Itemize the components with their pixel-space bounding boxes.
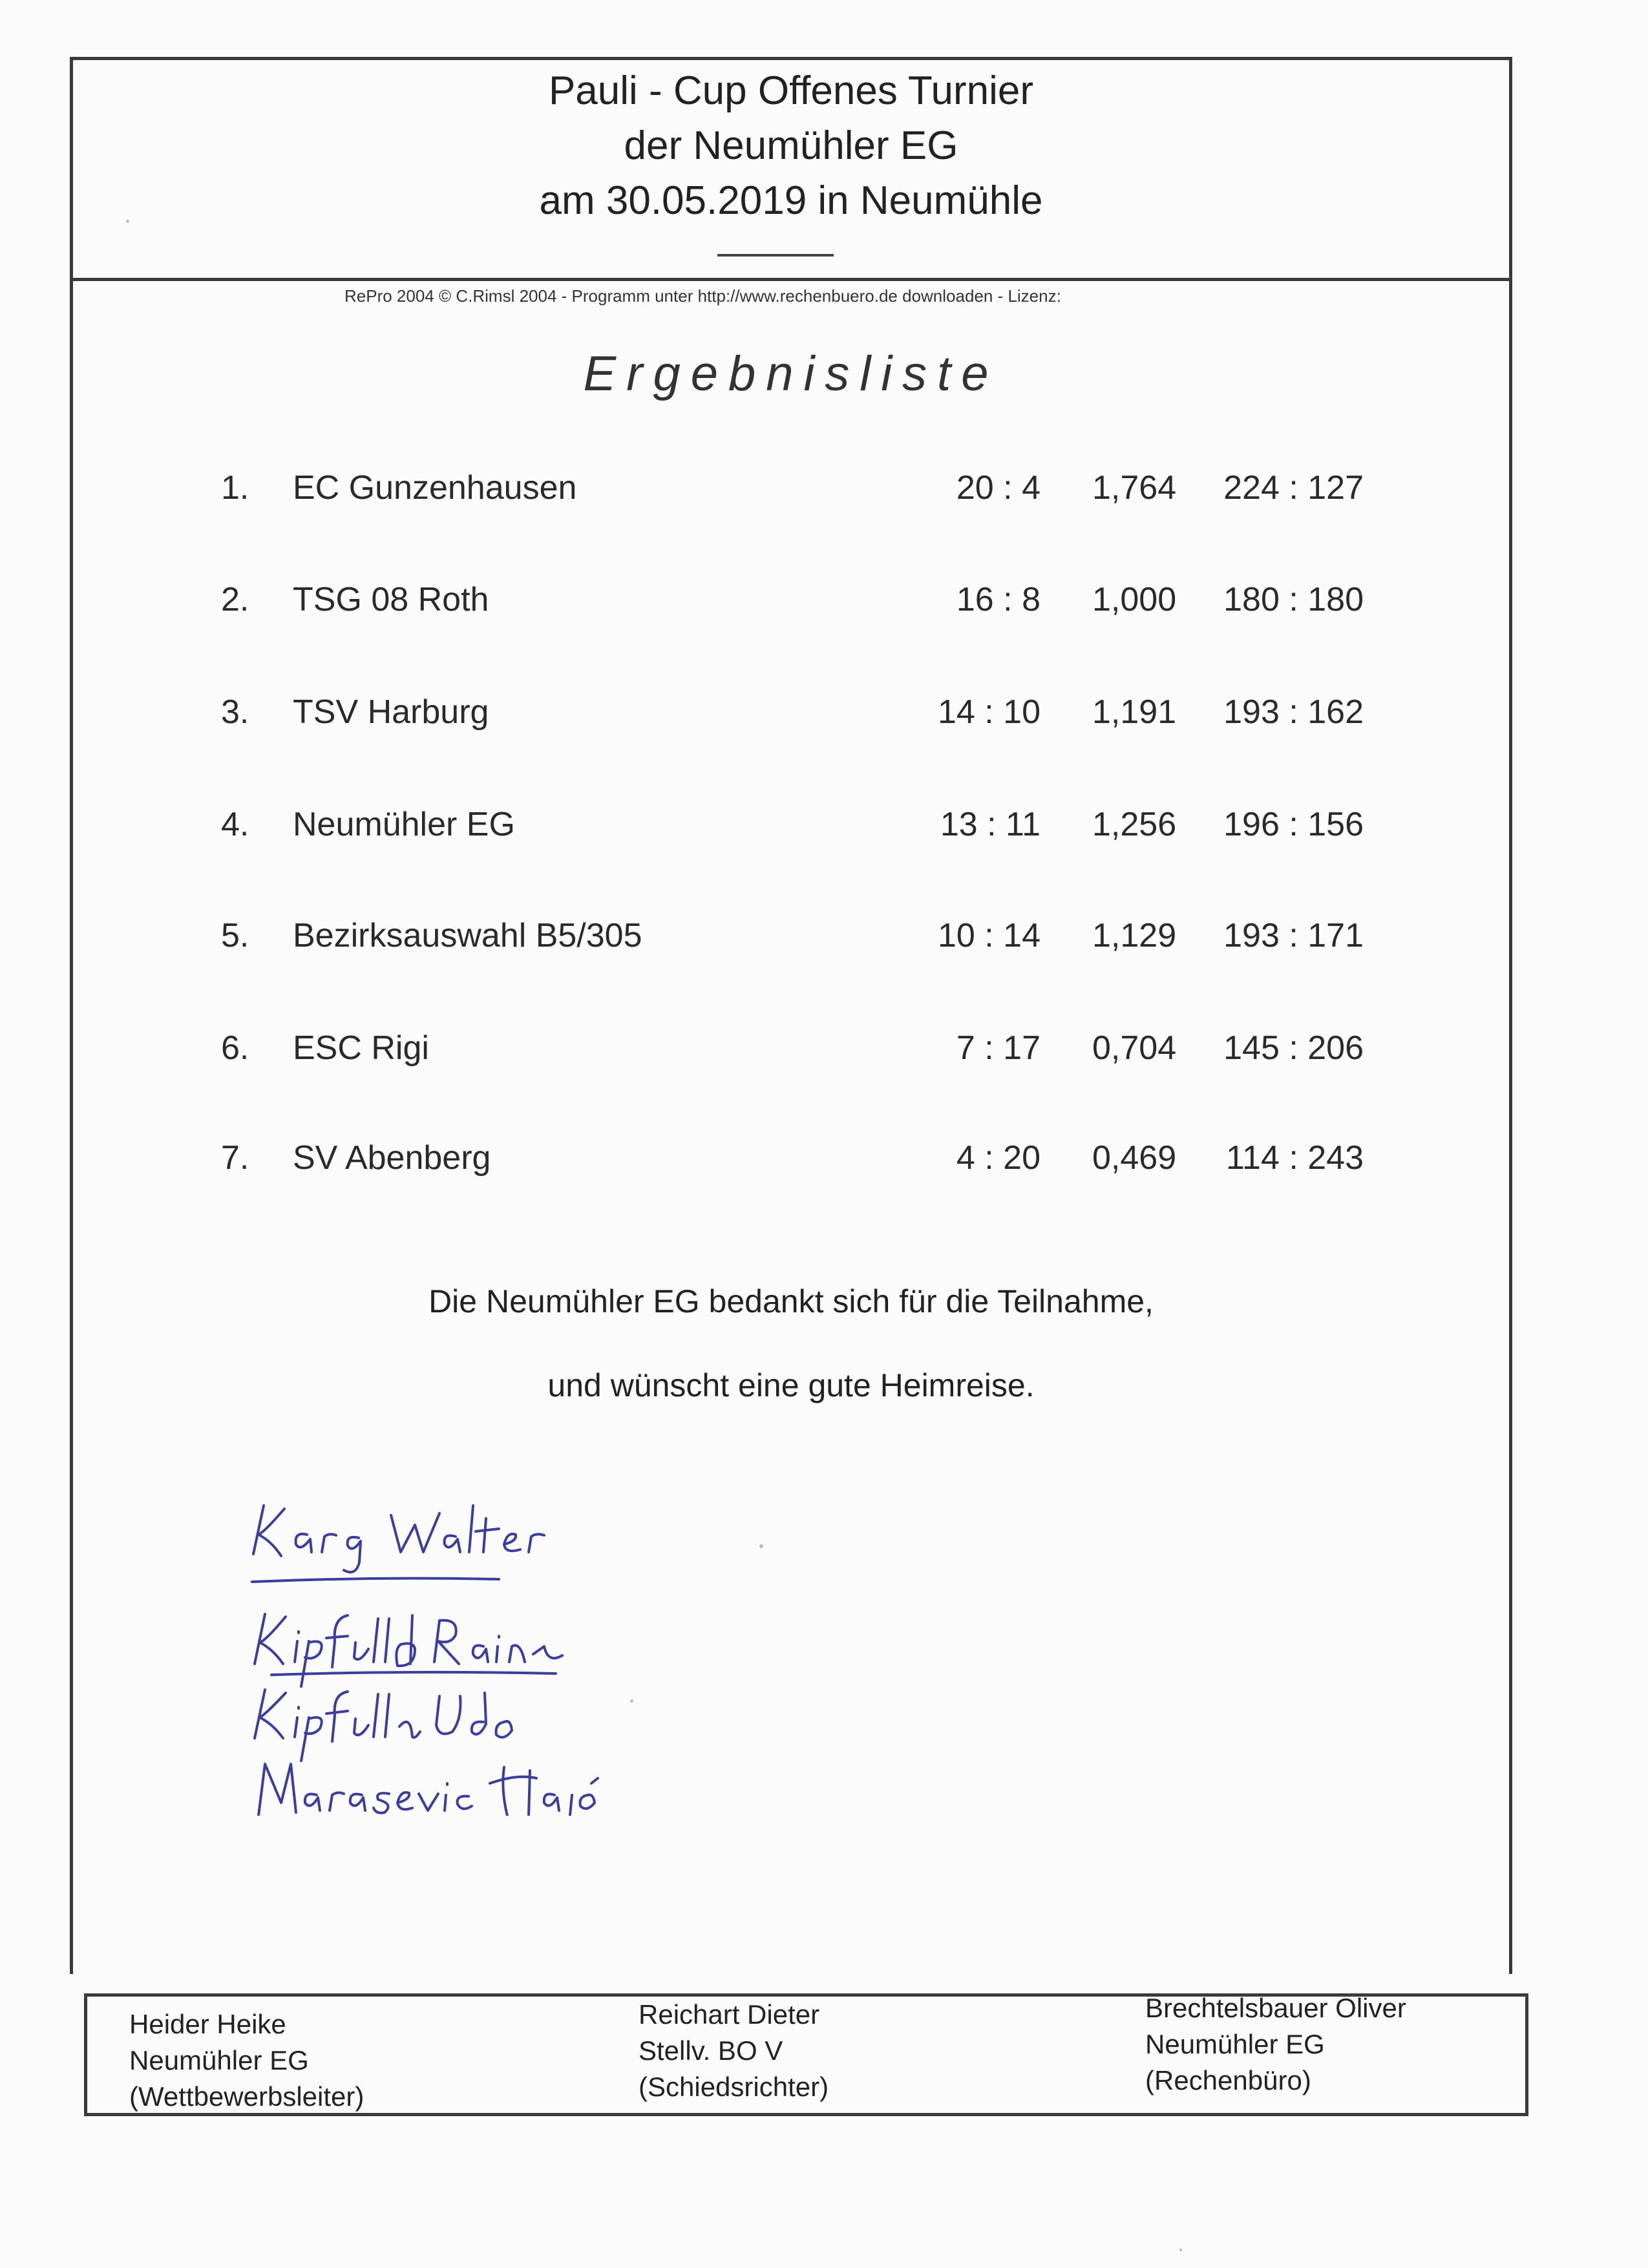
rank: 4. bbox=[221, 806, 249, 843]
paper-speck bbox=[126, 220, 129, 223]
rank: 1. bbox=[221, 469, 249, 507]
rank: 5. bbox=[221, 917, 249, 954]
quotient: 1,764 bbox=[1092, 469, 1177, 507]
score: 193 : 162 bbox=[1223, 693, 1364, 731]
quotient: 0,469 bbox=[1092, 1139, 1177, 1177]
frame-left-border bbox=[70, 278, 73, 1974]
result-row bbox=[0, 916, 1648, 961]
points: 10 : 14 bbox=[937, 917, 1041, 954]
team-name: EC Gunzenhausen bbox=[293, 469, 577, 507]
thanks-line-2: und wünscht eine gute Heimreise. bbox=[547, 1367, 1035, 1403]
score: 224 : 127 bbox=[1223, 469, 1364, 507]
points: 4 : 20 bbox=[956, 1139, 1041, 1177]
paper-speck bbox=[1179, 2249, 1182, 2251]
footer-contact-2 bbox=[639, 1997, 829, 2105]
quotient: 1,191 bbox=[1092, 693, 1177, 731]
quotient: 1,000 bbox=[1092, 581, 1177, 618]
result-row bbox=[0, 580, 1648, 625]
score: 193 : 171 bbox=[1223, 917, 1364, 954]
title-line-1: Pauli - Cup Offenes Turnier bbox=[548, 68, 1034, 113]
list-heading: Ergebnisliste bbox=[583, 346, 999, 401]
team-name: TSV Harburg bbox=[293, 693, 489, 731]
frame-right-border bbox=[1509, 278, 1512, 1974]
header-divider bbox=[70, 278, 1512, 281]
team-name: SV Abenberg bbox=[293, 1139, 491, 1177]
team-name: Bezirksauswahl B5/305 bbox=[293, 917, 642, 954]
team-name: ESC Rigi bbox=[293, 1029, 429, 1067]
rank: 3. bbox=[221, 693, 249, 731]
points: 13 : 11 bbox=[940, 806, 1041, 843]
title-underline bbox=[717, 254, 834, 257]
points: 7 : 17 bbox=[956, 1029, 1041, 1067]
score: 145 : 206 bbox=[1223, 1029, 1364, 1067]
footer-role: (Rechenbüro) bbox=[1145, 2065, 1311, 2095]
points: 16 : 8 bbox=[956, 581, 1041, 618]
points: 14 : 10 bbox=[937, 693, 1041, 731]
signature-kipfueller-udo bbox=[255, 1690, 512, 1761]
team-name: Neumühler EG bbox=[293, 806, 515, 843]
footer-org: Neumühler EG bbox=[129, 2045, 309, 2075]
result-row bbox=[0, 468, 1648, 514]
score: 114 : 243 bbox=[1225, 1139, 1364, 1177]
result-row bbox=[0, 1139, 1648, 1184]
score: 180 : 180 bbox=[1223, 581, 1364, 618]
quotient: 0,704 bbox=[1092, 1029, 1177, 1067]
footer-name: Heider Heike bbox=[129, 2009, 286, 2039]
result-row bbox=[0, 805, 1648, 850]
rank: 7. bbox=[221, 1139, 249, 1177]
footer-name: Brechtelsbauer Oliver bbox=[1145, 1993, 1406, 2023]
repro-note: RePro 2004 © C.Rimsl 2004 - Programm unter http://www.rechenbuero.de downloaden - Lizenz: bbox=[344, 286, 1061, 306]
title-line-2: der Neumühler EG bbox=[624, 123, 958, 168]
signature-karg-walter bbox=[252, 1506, 544, 1582]
team-name: TSG 08 Roth bbox=[293, 581, 489, 618]
result-row bbox=[0, 1029, 1648, 1074]
rank: 2. bbox=[221, 581, 249, 618]
paper-speck bbox=[759, 1544, 763, 1548]
title-line-3: am 30.05.2019 in Neumühle bbox=[539, 178, 1043, 223]
footer-role: (Schiedsrichter) bbox=[639, 2072, 829, 2102]
quotient: 1,129 bbox=[1092, 917, 1177, 954]
footer-org: Stellv. BO V bbox=[639, 2035, 783, 2066]
footer-name: Reichart Dieter bbox=[639, 1999, 820, 2030]
rank: 6. bbox=[221, 1029, 249, 1067]
handwritten-signatures bbox=[246, 1480, 607, 1816]
footer-role: (Wettbewerbsleiter) bbox=[129, 2081, 364, 2112]
footer-contact-1 bbox=[129, 2006, 364, 2115]
footer-contact-3 bbox=[1145, 1990, 1406, 2099]
points: 20 : 4 bbox=[956, 469, 1041, 507]
footer-org: Neumühler EG bbox=[1145, 2029, 1325, 2059]
signature-kipfueller-rainer bbox=[255, 1614, 562, 1686]
score: 196 : 156 bbox=[1223, 806, 1364, 843]
signature-marasevic-hajo bbox=[259, 1764, 598, 1816]
thanks-line-1: Die Neumühler EG bedankt sich für die Teilnahme, bbox=[428, 1283, 1154, 1319]
paper-speck bbox=[630, 1699, 633, 1703]
result-row bbox=[0, 693, 1648, 738]
quotient: 1,256 bbox=[1092, 806, 1177, 843]
